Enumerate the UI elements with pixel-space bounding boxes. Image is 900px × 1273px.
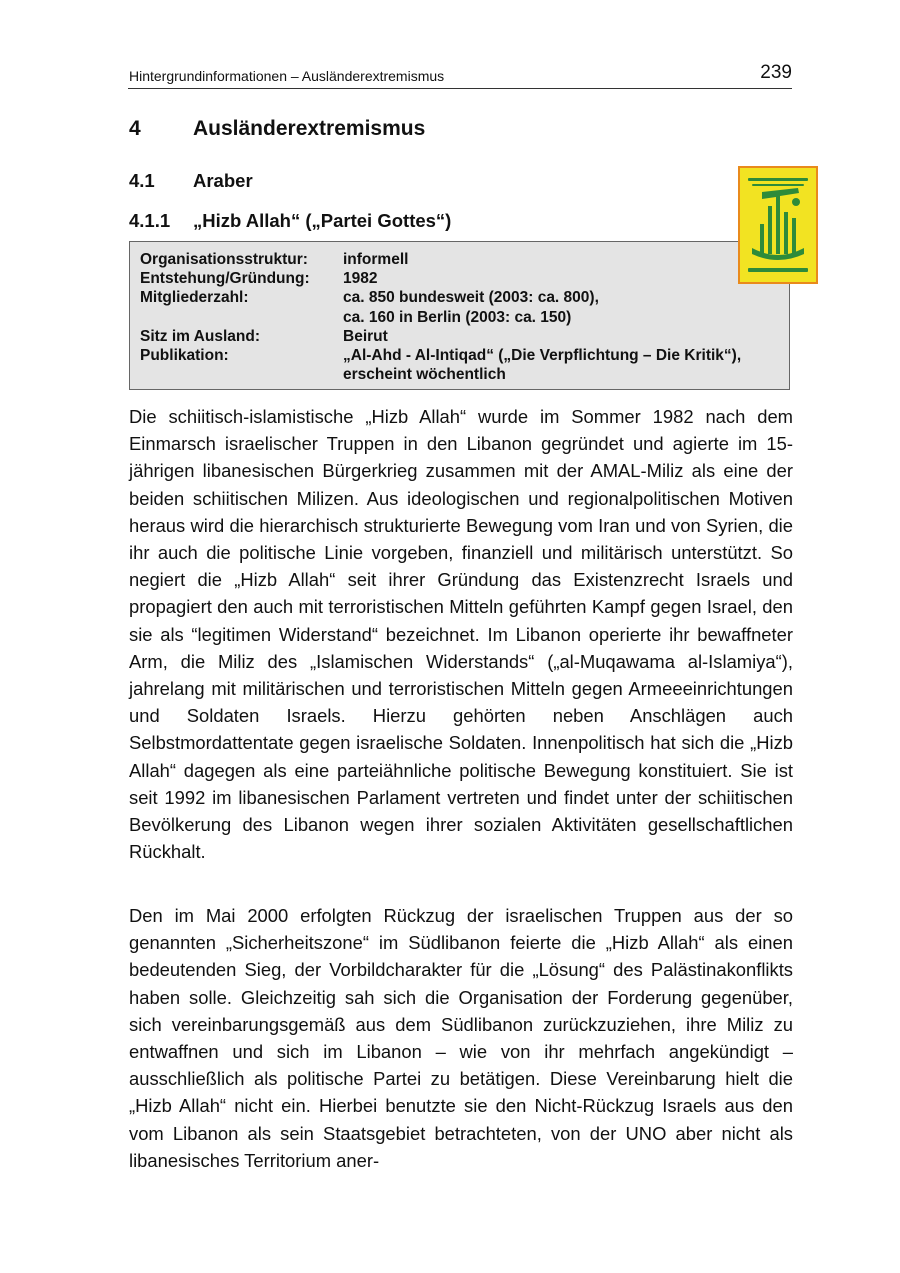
hizb-allah-flag-emblem-icon [738, 166, 818, 284]
info-label: Organisationsstruktur: [140, 251, 308, 268]
info-row-members [140, 288, 779, 307]
info-row-members-cont [140, 308, 779, 327]
info-label: Sitz im Ausland: [140, 327, 260, 345]
info-value: ca. 850 bundesweit (2003: ca. 800), [343, 289, 599, 307]
subsection-number: 4.1 [129, 170, 155, 191]
info-row-seat [140, 327, 779, 346]
info-label: Mitgliederzahl: [140, 289, 249, 307]
section-number: 4 [129, 117, 141, 140]
header-title: Hintergrundinformationen – Ausländerextremismus [129, 68, 445, 84]
info-row-founding [140, 269, 779, 288]
organisation-infobox [129, 241, 790, 390]
info-value: ca. 160 in Berlin (2003: ca. 150) [343, 308, 572, 326]
info-label: Entstehung/Gründung: [140, 270, 310, 288]
info-value: erscheint wöchentlich [343, 366, 506, 384]
info-value: 1982 [343, 270, 378, 288]
paragraph-1: Die schiitisch-islamistische „Hizb Allah“ wurde im Sommer 1982 nach dem Einmarsch israelischer Truppen in den Libanon gegründet und agierte im 15-jährigen libanesischen Bürgerkrieg zusammen mit der AMAL-Miliz als eine der beiden schiitischen Milizen. Aus ideologischen und regionalpolitischen Motiven heraus wird die hierarchisch strukturierte Bewegung vom Iran und von Syrien, die ihr auch die politische Linie vorgeben, finanziell und militärisch unterstützt. So negiert die „Hizb Allah“ seit ihrer Gründung das Existenzrecht Israels und propagiert den auch mit terroristischen Mitteln geführten Kampf gegen Israel, den sie als “legitimen Widerstand“ bezeichnet. Im Libanon operierte ihr bewaffneter Arm, die Miliz des „Islamischen Widerstands“ („al-Muqawama al-Islamiya“), jahrelang mit militärischen und terroristischen Mitteln gegen Armeeeinrichtungen und Soldaten Israels. Hierzu gehörten neben Anschlägen auch Selbstmordattentate gegen israelische Soldaten. Innenpolitisch hat sich die „Hizb Allah“ dagegen als eine parteiähnliche politische Bewegung konstituiert. Sie ist seit 1992 im libanesischen Parlament vertreten und findet unter der schiitischen Bevölkerung des Libanon wegen ihrer sozialen Aktivitäten gesellschaftlichen Rückhalt. [129, 406, 793, 863]
paragraph-2: Den im Mai 2000 erfolgten Rückzug der israelischen Truppen aus der so genannten „Sicherheitszone“ im Südlibanon feierte die „Hizb Allah“ als einen bedeutenden Sieg, der Vorbildcharakter für die „Lösung“ des Palästinakonflikts haben solle. Gleichzeitig sah sich die Organisation der Forderung gegenüber, sich vereinbarungsgemäß aus dem Südlibanon zurückzuziehen, ihre Miliz zu entwaffnen und sich im Libanon – wie von ihr mehrfach angekündigt – ausschließlich als politische Partei zu betätigen. Diese Vereinbarung hielt die „Hizb Allah“ nicht ein. Hierbei benutzte sie den Nicht-Rückzug Israels aus den vom Libanon als sein Staatsgebiet betrachteten, von der UNO aber nicht als libanesisches Territorium aner- [129, 905, 793, 1171]
section-title: Ausländerextremismus [193, 117, 426, 140]
info-value: informell [343, 251, 409, 268]
info-value: Beirut [343, 327, 388, 345]
info-row-publication [140, 346, 779, 365]
info-row-publication-cont [140, 365, 779, 384]
info-value: „Al-Ahd - Al-Intiqad“ („Die Verpflichtung – Die Kritik“), [343, 347, 742, 365]
page-header [128, 62, 792, 89]
page-number: 239 [760, 62, 792, 83]
subsection-title: Araber [193, 170, 253, 191]
subsubsection-title: „Hizb Allah“ („Partei Gottes“) [193, 210, 452, 231]
info-row-structure [140, 250, 779, 269]
info-label: Publikation: [140, 347, 229, 365]
subsubsection-number: 4.1.1 [129, 210, 171, 231]
